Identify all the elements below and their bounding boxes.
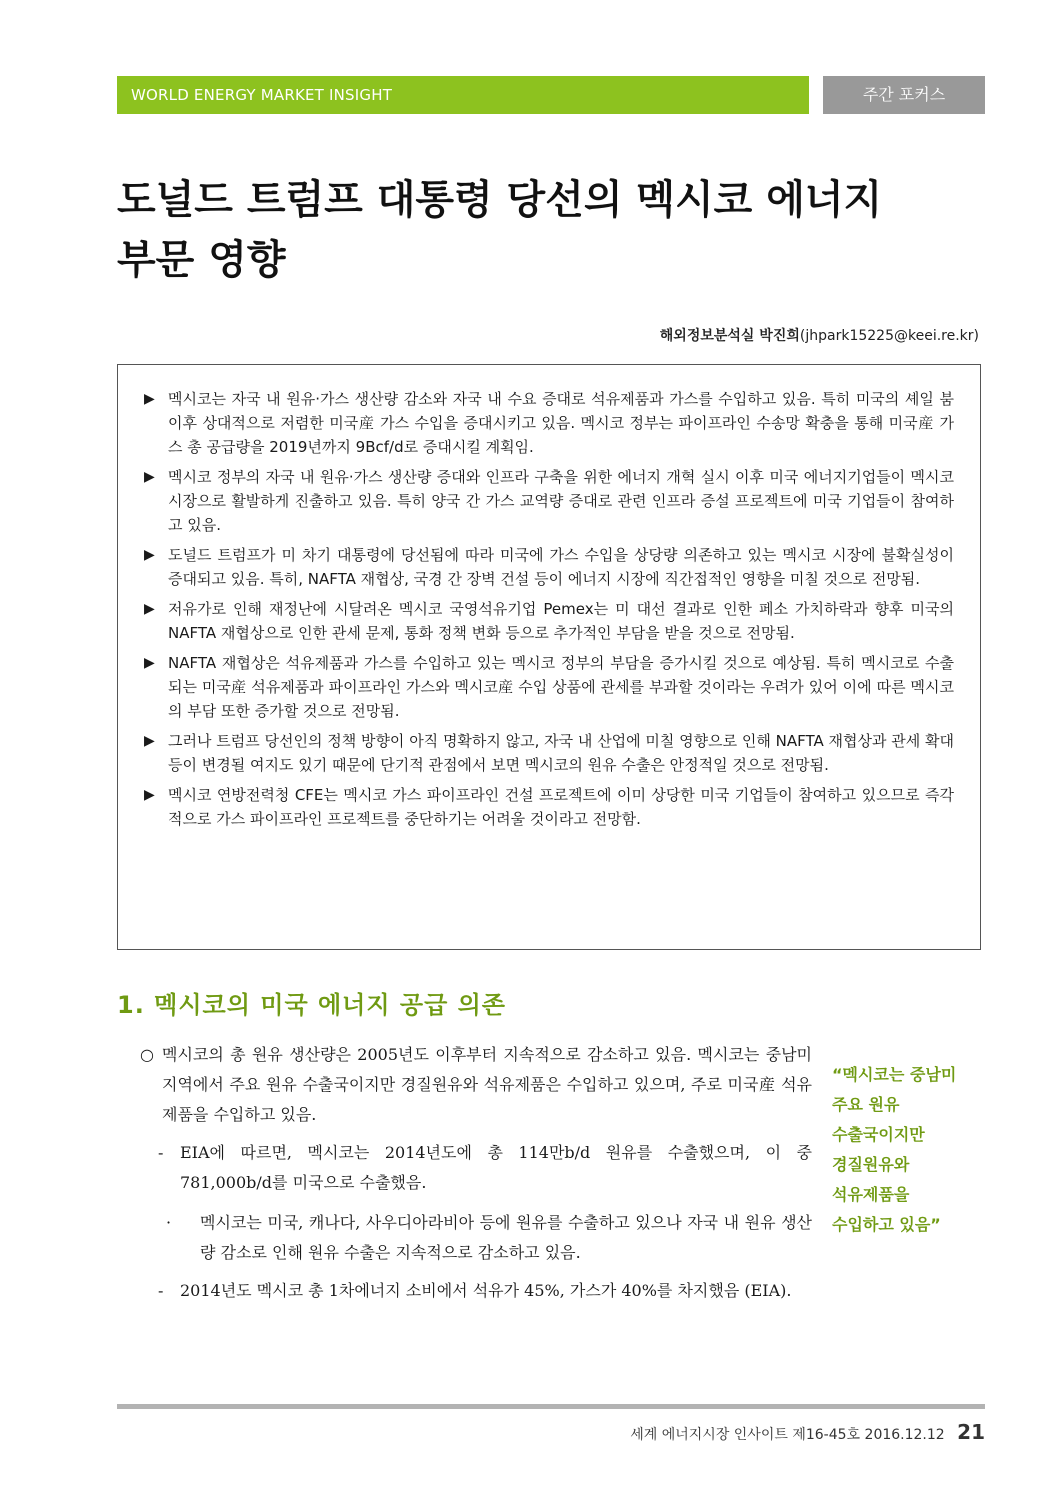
summary-item [144, 651, 954, 723]
summary-box [117, 364, 981, 950]
dash-bullet-icon: - [158, 1281, 164, 1300]
paragraph-sub [158, 1276, 812, 1306]
author-line [660, 325, 979, 345]
paragraph-main [140, 1040, 812, 1130]
paragraph-text: 멕시코는 미국, 캐나다, 사우디아라비아 등에 원유를 수출하고 있으나 자국 내 원유 생산량 감소로 인해 원유 수출은 지속적으로 감소하고 있음. [200, 1213, 812, 1262]
paragraph-text: 멕시코의 총 원유 생산량은 2005년도 이후부터 지속적으로 감소하고 있음. 멕시코는 중남미 지역에서 주요 원유 수출국이지만 경질원유와 석유제품은 수입하고 있으며, 주로 미국産 석유제품을 수입하고 있음. [162, 1045, 812, 1124]
triangle-bullet-icon: ▶ [144, 787, 155, 803]
paragraph-text: EIA에 따르면, 멕시코는 2014년도에 총 114만b/d 원유를 수출했으며, 이 중 781,000b/d를 미국으로 수출했음. [180, 1143, 812, 1192]
triangle-bullet-icon: ▶ [144, 547, 155, 563]
header-banner: WORLD ENERGY MARKET INSIGHT [117, 76, 809, 114]
body-text [140, 1040, 812, 1306]
publication-name: 세계 에너지시장 인사이트 [630, 1427, 788, 1443]
summary-text: 멕시코는 자국 내 원유·가스 생산량 감소와 자국 내 수요 증대로 석유제품과 가스를 수입하고 있음. 특히 미국의 셰일 붐 이후 상대적으로 저렴한 미국産 가스 수입을 증대시키고 있음. 멕시코 정부는 파이프라인 수송망 확충을 통해 미국産 가스 총 공급량을 2019년까지 9Bcf/d로 증대시킬 계획임. [168, 390, 954, 456]
triangle-bullet-icon: ▶ [144, 733, 155, 749]
triangle-bullet-icon: ▶ [144, 469, 155, 485]
summary-text: 도널드 트럼프가 미 차기 대통령에 당선됨에 따라 미국에 가스 수입을 상당량 의존하고 있는 멕시코 시장에 불확실성이 증대되고 있음. 특히, NAFTA 재협상, 국경 간 장벽 건설 등이 에너지 시장에 직간접적인 영향을 미칠 것으로 전망됨. [168, 546, 954, 588]
summary-item [144, 597, 954, 645]
dash-bullet-icon: - [158, 1143, 164, 1162]
quote-line: 경질원유와 [832, 1155, 910, 1174]
summary-text: NAFTA 재협상은 석유제품과 가스를 수입하고 있는 멕시코 정부의 부담을 증가시킬 것으로 예상됨. 특히 멕시코로 수출되는 미국産 석유제품과 파이프라인 가스와 멕시코産 수입 상품에 관세를 부과할 것이라는 우려가 있어 이에 따른 멕시코의 부담 또한 증가할 것으로 전망됨. [168, 654, 954, 720]
circle-bullet-icon: ○ [140, 1045, 154, 1064]
title-line-2: 부문 영향 [117, 237, 286, 283]
summary-text: 멕시코 연방전력청 CFE는 멕시코 가스 파이프라인 건설 프로젝트에 이미 상당한 미국 기업들이 참여하고 있으므로 즉각적으로 가스 파이프라인 프로젝트를 중단하기는 어려울 것이라고 전망함. [168, 786, 954, 828]
summary-text: 멕시코 정부의 자국 내 원유·가스 생산량 증대와 인프라 구축을 위한 에너지 개혁 실시 이후 미국 에너지기업들이 멕시코 시장으로 활발하게 진출하고 있음. 특히 양국 간 가스 교역량 증대로 관련 인프라 증설 프로젝트에 미국 기업들이 참여하고 있음. [168, 468, 954, 534]
issue-number: 제16-45호 [792, 1427, 861, 1443]
quote-line: 석유제품을 [832, 1185, 910, 1204]
triangle-bullet-icon: ▶ [144, 601, 155, 617]
triangle-bullet-icon: ▶ [144, 655, 155, 671]
summary-text: 저유가로 인해 재정난에 시달려온 멕시코 국영석유기업 Pemex는 미 대선 결과로 인한 페소 가치하락과 향후 미국의 NAFTA 재협상으로 인한 관세 문제, 통화 정책 변화 등으로 추가적인 부담을 받을 것으로 전망됨. [168, 600, 954, 642]
author-email: (jhpark15225@keei.re.kr) [799, 328, 979, 344]
summary-item [144, 783, 954, 831]
summary-item [144, 543, 954, 591]
page-footer [630, 1420, 985, 1444]
issue-date: 2016.12.12 [864, 1427, 945, 1443]
section-heading: 1. 멕시코의 미국 에너지 공급 의존 [117, 991, 506, 1019]
summary-item [144, 387, 954, 459]
pull-quote [832, 1060, 972, 1240]
article-title [117, 170, 977, 290]
footer-divider [117, 1404, 985, 1409]
quote-line: 수입하고 있음” [832, 1215, 941, 1234]
summary-text: 그러나 트럼프 당선인의 정책 방향이 아직 명확하지 않고, 자국 내 산업에 미칠 영향으로 인해 NAFTA 재협상과 관세 확대 등이 변경될 여지도 있기 때문에 단기적 관점에서 보면 멕시코의 원유 수출은 안정적일 것으로 전망됨. [168, 732, 954, 774]
summary-item [144, 465, 954, 537]
triangle-bullet-icon: ▶ [144, 391, 155, 407]
page-number: 21 [957, 1420, 985, 1444]
dot-bullet-icon: · [166, 1213, 172, 1232]
quote-line: “멕시코는 중남미 [832, 1065, 957, 1084]
paragraph-text: 2014년도 멕시코 총 1차에너지 소비에서 석유가 45%, 가스가 40%를 차지했음 (EIA). [180, 1281, 792, 1300]
section-tag: 주간 포커스 [823, 76, 985, 114]
summary-item [144, 729, 954, 777]
title-line-1: 도널드 트럼프 대통령 당선의 멕시코 에너지 [117, 177, 883, 223]
paragraph-subsub [166, 1208, 812, 1268]
quote-line: 주요 원유 [832, 1095, 900, 1114]
paragraph-sub [158, 1138, 812, 1198]
author-name: 해외정보분석실 박진희 [659, 328, 800, 344]
quote-line: 수출국이지만 [832, 1125, 925, 1144]
